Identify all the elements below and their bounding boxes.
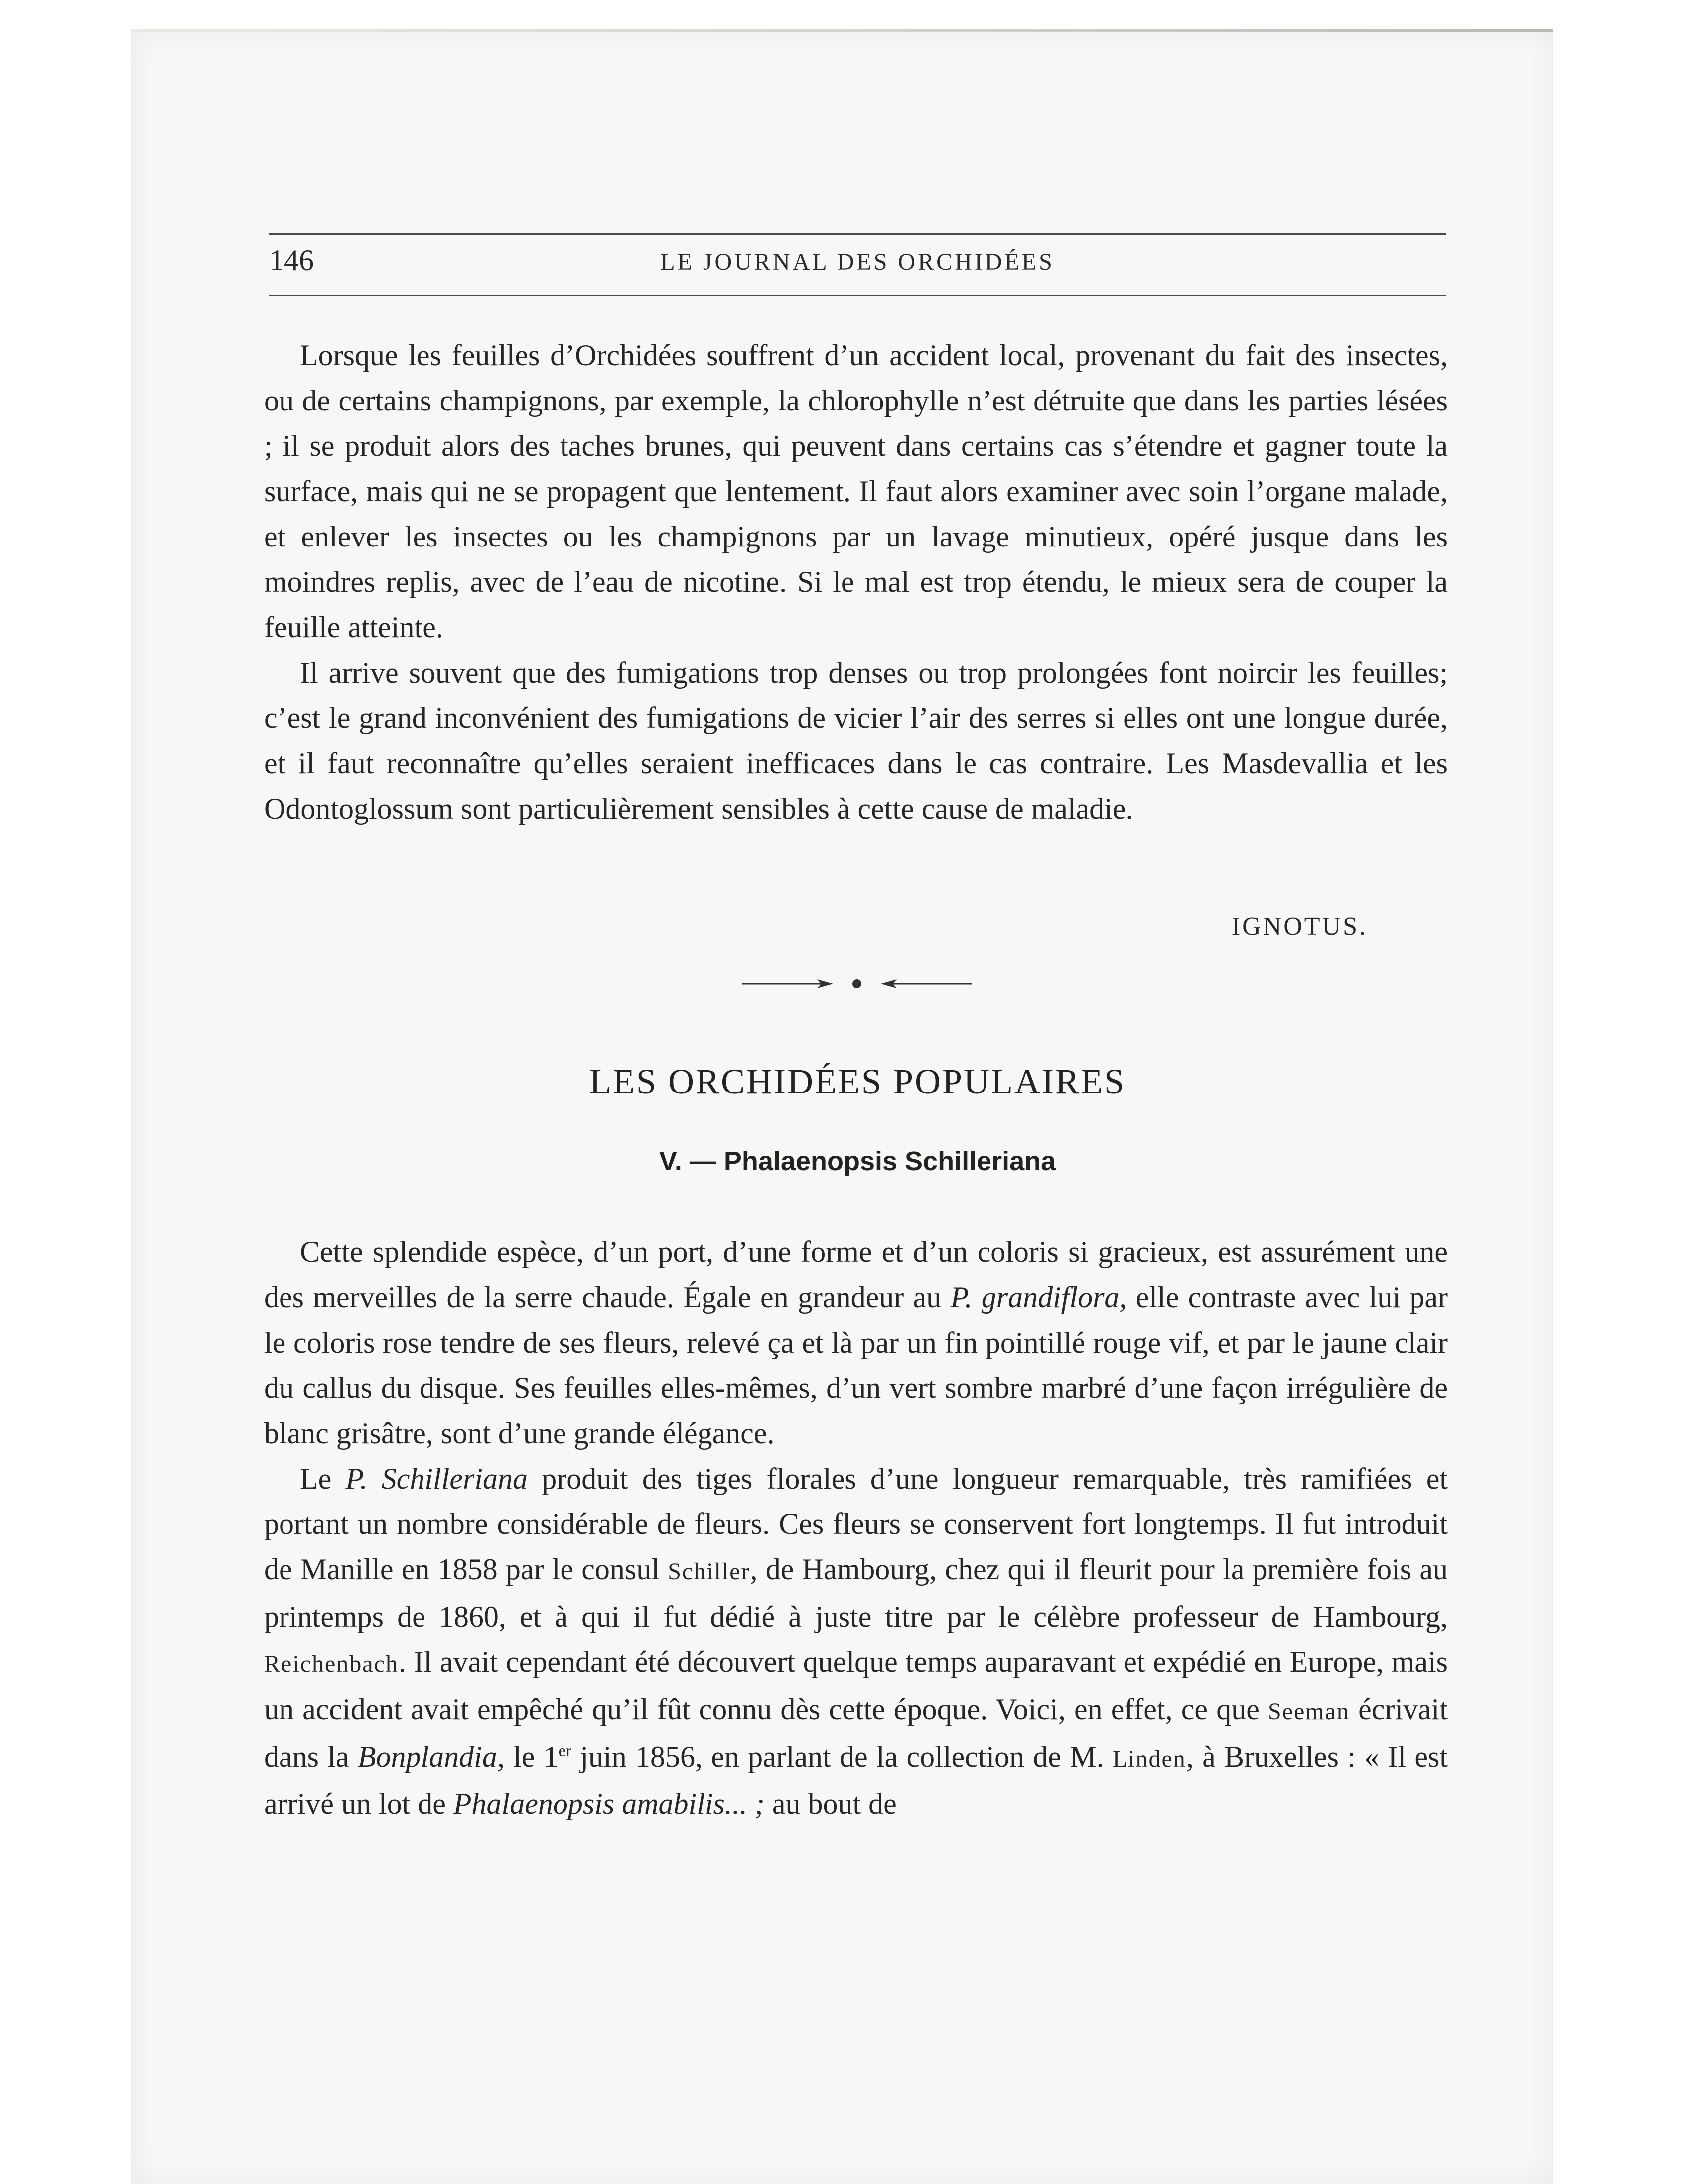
paragraph: Il arrive souvent que des fumigations trop denses ou trop prolongées font noircir les feuilles; c’est le grand inconvénient des fumigations de vicier l’air des serres si elles ont une longue durée, et il faut reconnaître qu’elles seraient inefficaces dans le cas contraire. Les Masdevallia et les Odontoglossum sont particulièrement sensibles à cette cause de maladie. [264,656,1448,825]
journal-title: LE JOURNAL DES ORCHIDÉES [660,249,1055,275]
species-name: Phalaenopsis amabilis... ; [453,1787,765,1820]
subsection-title: V. — Phalaenopsis Schilleriana [659,1146,1056,1176]
header-top-rule [269,233,1446,235]
person-name: Reichenbach [264,1651,399,1677]
person-name: Schiller [668,1558,750,1585]
page-number: 146 [269,244,314,276]
page-edge [131,29,1553,32]
paragraph: Cette splendide espèce, d’un port, d’une forme et d’un coloris si gracieux, est assurément une des merveilles de la serre chaude. Égale en grandeur au P. grandiflora, elle contraste avec lui par le coloris rose tendre de ses fleurs, relevé ça et là par un fin pointillé rouge vif, et par le jaune clair du callus du disque. Ses feuilles elles-mêmes, d’un vert sombre marbré d’une façon irrégulière de blanc grisâtre, sont d’une grande élégance. [264,1235,1448,1450]
person-name: Seeman [1268,1698,1350,1725]
species-name: P. Schilleriana [345,1462,528,1495]
article-ignotus [264,333,1448,831]
header-bottom-rule [269,295,1446,296]
person-name: Linden [1112,1746,1186,1772]
running-head [269,238,1446,283]
author-signature: IGNOTUS. [1231,912,1368,941]
article-phalaenopsis [264,1229,1448,1827]
section-title: LES ORCHIDÉES POPULAIRES [589,1062,1126,1101]
paragraph: Lorsque les feuilles d’Orchidées souffrent d’un accident local, provenant du fait des insectes, ou de certains champignons, par exemple, la chlorophylle n’est détruite que dans les parties lésées ; il se produit alors des taches brunes, qui peuvent dans certains cas s’étendre et gagner toute la surface, mais qui ne se propagent que lentement. Il faut alors examiner avec soin l’organe malade, et enlever les insectes ou les champignons par un lavage minutieux, opéré jusque dans les moindres replis, avec de l’eau de nicotine. Si le mal est trop étendu, le mieux sera de couper la feuille atteinte. [264,339,1448,644]
paragraph: Le P. Schilleriana produit des tiges florales d’une longueur remarquable, très ramifiées et portant un nombre considérable de fleurs. Ces fleurs se conservent fort longtemps. Il fut introduit de Manille en 1858 par le consul Schiller, de Hambourg, chez qui il fleurit pour la première fois au printemps de 1860, et à qui il fut dédié à juste titre par le célèbre professeur de Hambourg, Reichenbach. Il avait cependant été découvert quelque temps auparavant et expédié en Europe, mais un accident avait empêché qu’il fût connu dès cette époque. Voici, en effet, ce que Seeman écrivait dans la Bonplandia, le 1er juin 1856, en parlant de la collection de M. Linden, à Bruxelles : « Il est arrivé un lot de Phalaenopsis amabilis... ; au bout de [264,1462,1448,1820]
species-name: P. grandiflora, [950,1281,1127,1314]
publication-name: Bonplandia, [357,1740,505,1773]
section-divider-ornament [742,974,972,994]
